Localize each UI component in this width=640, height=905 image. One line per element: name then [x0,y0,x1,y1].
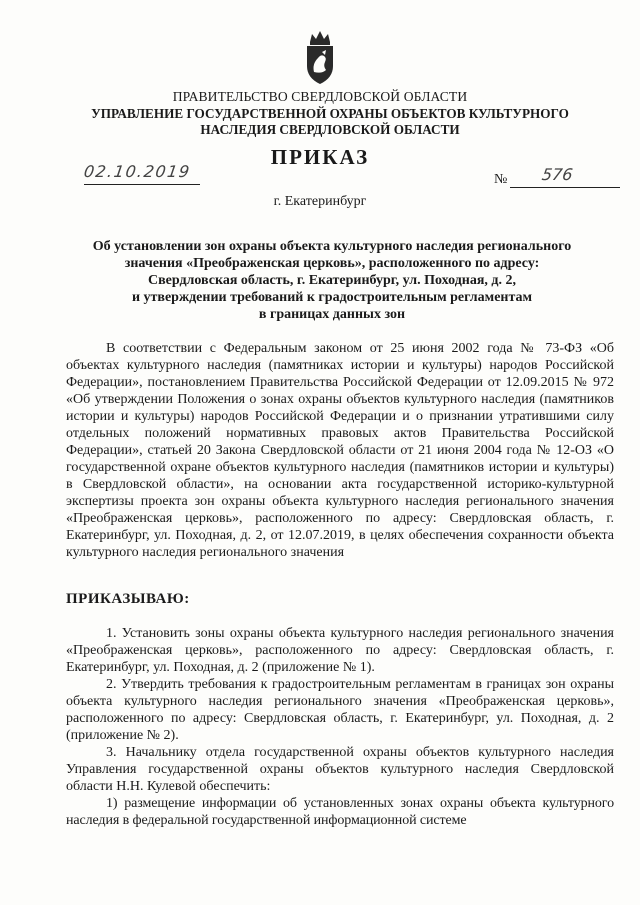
handwritten-number: 576 [540,165,574,184]
order-items [66,625,614,829]
subject-line: и утверждении требований к градостроительным регламентам [131,290,533,305]
order-item: 3. Начальнику отдела государственной охраны объектов культурного наследия Управления государственной охраны объектов культурного наследия Свердловской области Н.Н. Кулевой обеспечить: [66,745,614,794]
order-heading: ПРИКАЗЫВАЮ: [66,591,190,607]
order-subject [62,238,602,323]
coat-of-arms-icon [302,28,338,86]
order-item: 1) размещение информации об установленных зонах охраны объекта культурного наследия в федеральной государственной информационной системе [66,796,614,828]
subject-line: Об установлении зон охраны объекта культурного наследия регионального [92,239,572,254]
preamble-paragraph: В соответствии с Федеральным законом от 25 июня 2002 года № 73-ФЗ «Об объектах культурного наследия (памятниках истории и культуры) народов Российской Федерации», постановлением Правительства Российской Федерации от 12.09.2015 № 972 «Об утверждении Положения о зонах охраны объектов культурного наследия (памятников истории и культуры) народов Российской Федерации и о признании утратившими силу отдельных положений нормативных правовых актов Правительства Российской Федерации», статьей 20 Закона Свердловской области от 21 июня 2004 года № 12-ОЗ «О государственной охране объектов культурного наследия (памятников истории и культуры) в Свердловской области», на основании акта государственной историко-культурной экспертизы проекта зон охраны объекта культурного наследия регионального значения «Преображенская церковь», расположенного по адресу: Свердловская область, г. Екатеринбург, ул. Походная, д. 2, от 12.07.2019, в целях обеспечения сохранности объекта культурного наследия регионального значения [66,341,614,560]
subject-line: Свердловская область, г. Екатеринбург, ул. Походная, д. 2, [147,273,516,288]
order-item: 2. Утвердить требования к градостроительным регламентам в границах зон охраны объекта культурного наследия регионального значения «Преображенская церковь», расположенного по адресу: Свердловская область, г. Екатеринбург, ул. Походная, д. 2 (приложение № 2). [66,677,614,743]
document-type: ПРИКАЗ [270,145,370,169]
subject-line: в границах данных зон [258,307,406,322]
preamble-block [66,340,614,561]
order-item: 1. Установить зоны охраны объекта культурного наследия регионального значения «Преображенская церковь», расположенного по адресу: Свердловская область, г. Екатеринбург, ул. Походная, д. 2 (приложение № 1). [66,626,614,675]
number-label: № [494,172,508,187]
number-field [510,165,620,188]
handwritten-date: 02.10.2019 [82,162,192,181]
date-field [82,162,200,185]
city: г. Екатеринбург [273,194,367,209]
department-name: УПРАВЛЕНИЕ ГОСУДАРСТВЕННОЙ ОХРАНЫ ОБЪЕКТОВ КУЛЬТУРНОГО НАСЛЕДИЯ СВЕРДЛОВСКОЙ ОБЛАСТИ [91,106,569,137]
government-name: ПРАВИТЕЛЬСТВО СВЕРДЛОВСКОЙ ОБЛАСТИ [172,89,468,104]
subject-line: значения «Преображенская церковь», расположенного по адресу: [124,256,540,271]
